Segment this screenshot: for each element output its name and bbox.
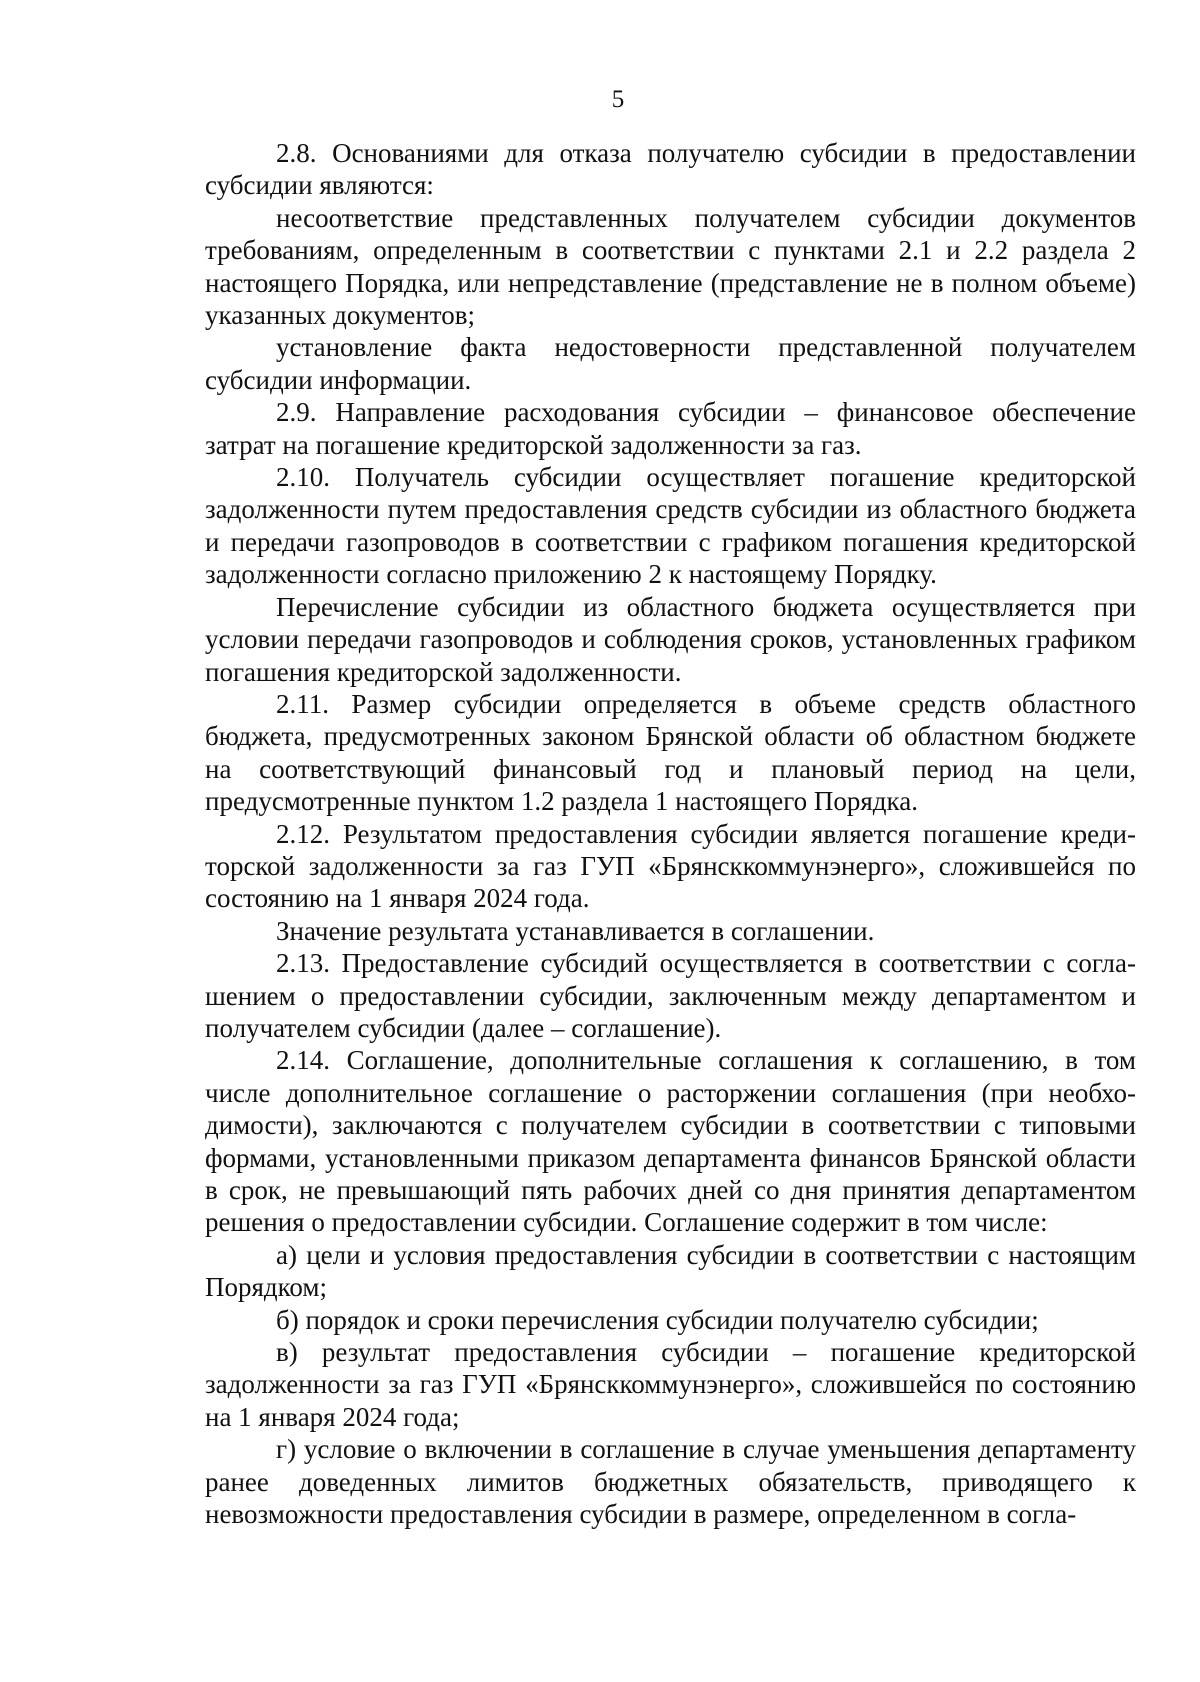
- paragraph-2-9: 2.9. Направление расходования субсидии – финансовое обеспечение затрат на погашение кредиторской задолженности за газ.: [205, 397, 1136, 460]
- paragraph-refusal-ground-1: несоответствие представленных получателем субсидии документов требованиям, определенным в соответствии с пунктами 2.1 и 2.2 раздела 2 настоящего Порядка, или непредставление (представление не в полном объеме) указанных документов;: [205, 202, 1136, 331]
- paragraph-refusal-ground-2: установление факта недостоверности представленной получателем субсидии информации.: [205, 332, 1136, 395]
- paragraph-2-13: 2.13. Предоставление субсидий осуществляется в соответствии с соглашением о предоставлении субсидии, заключенным между департаментом и получателем субсидии (далее – соглашение).: [205, 948, 1136, 1043]
- paragraph-result-value: Значение результата устанавливается в соглашении.: [276, 915, 875, 946]
- document-body: [205, 137, 1136, 1530]
- paragraph-2-14: 2.14. Соглашение, дополнительные соглашения к соглашению, в том числе дополнительное соглашение о расторжении соглашения (при необходимости), заключаются с получателем субсидии в соответствии с типовыми формами, установленными приказом департамента финансов Брянской области в срок, не превышающий пять рабочих дней со дня принятия департаментом решения о предоставлении субсидии. Соглашение содержит в том числе:: [205, 1045, 1136, 1238]
- list-item-v: в) результат предоставления субсидии – погашение кредиторской задолженности за газ ГУП «Брянсккоммунэнерго», сложившейся по состоянию на 1 января 2024 года;: [205, 1337, 1136, 1432]
- list-item-a: а) цели и условия предоставления субсидии в соответствии с настоящим Порядком;: [205, 1239, 1136, 1303]
- list-item-b: б) порядок и сроки перечисления субсидии получателю субсидии;: [276, 1304, 1039, 1335]
- paragraph-2-11: 2.11. Размер субсидии определяется в объеме средств областного бюджета, предусмотренных законом Брянской области об областном бюджете на соответствующий финансовый год и плановый период на цели, предусмотренные пунктом 1.2 раздела 1 настоящего Порядка.: [205, 688, 1136, 817]
- paragraph-2-8: 2.8. Основаниями для отказа получателю субсидии в предоставлении субсидии являются:: [205, 138, 1136, 201]
- paragraph-2-12: 2.12. Результатом предоставления субсидии является погашение кредиторской задолженности за газ ГУП «Брянсккоммунэнерго», сложившейся по состоянию на 1 января 2024 года.: [205, 818, 1136, 914]
- list-item-g: г) условие о включении в соглашение в случае уменьшения департаменту ранее доведенных лимитов бюджетных обязательств, приводящего к невозможности предоставления субсидии в размере, определенном в согла-: [205, 1434, 1136, 1530]
- page-number: 5: [611, 86, 625, 113]
- paragraph-2-10: 2.10. Получатель субсидии осуществляет погашение кредиторской задолженности путем предоставления средств субсидии из областного бюджета и передачи газопроводов в соответствии с графиком погашения кредиторской задолженности согласно приложению 2 к настоящему Порядку.: [205, 462, 1136, 590]
- paragraph-transfer: Перечисление субсидии из областного бюджета осуществляется при условии передачи газопроводов и соблюдения сроков, установленных графиком погашения кредиторской задолженности.: [205, 591, 1136, 687]
